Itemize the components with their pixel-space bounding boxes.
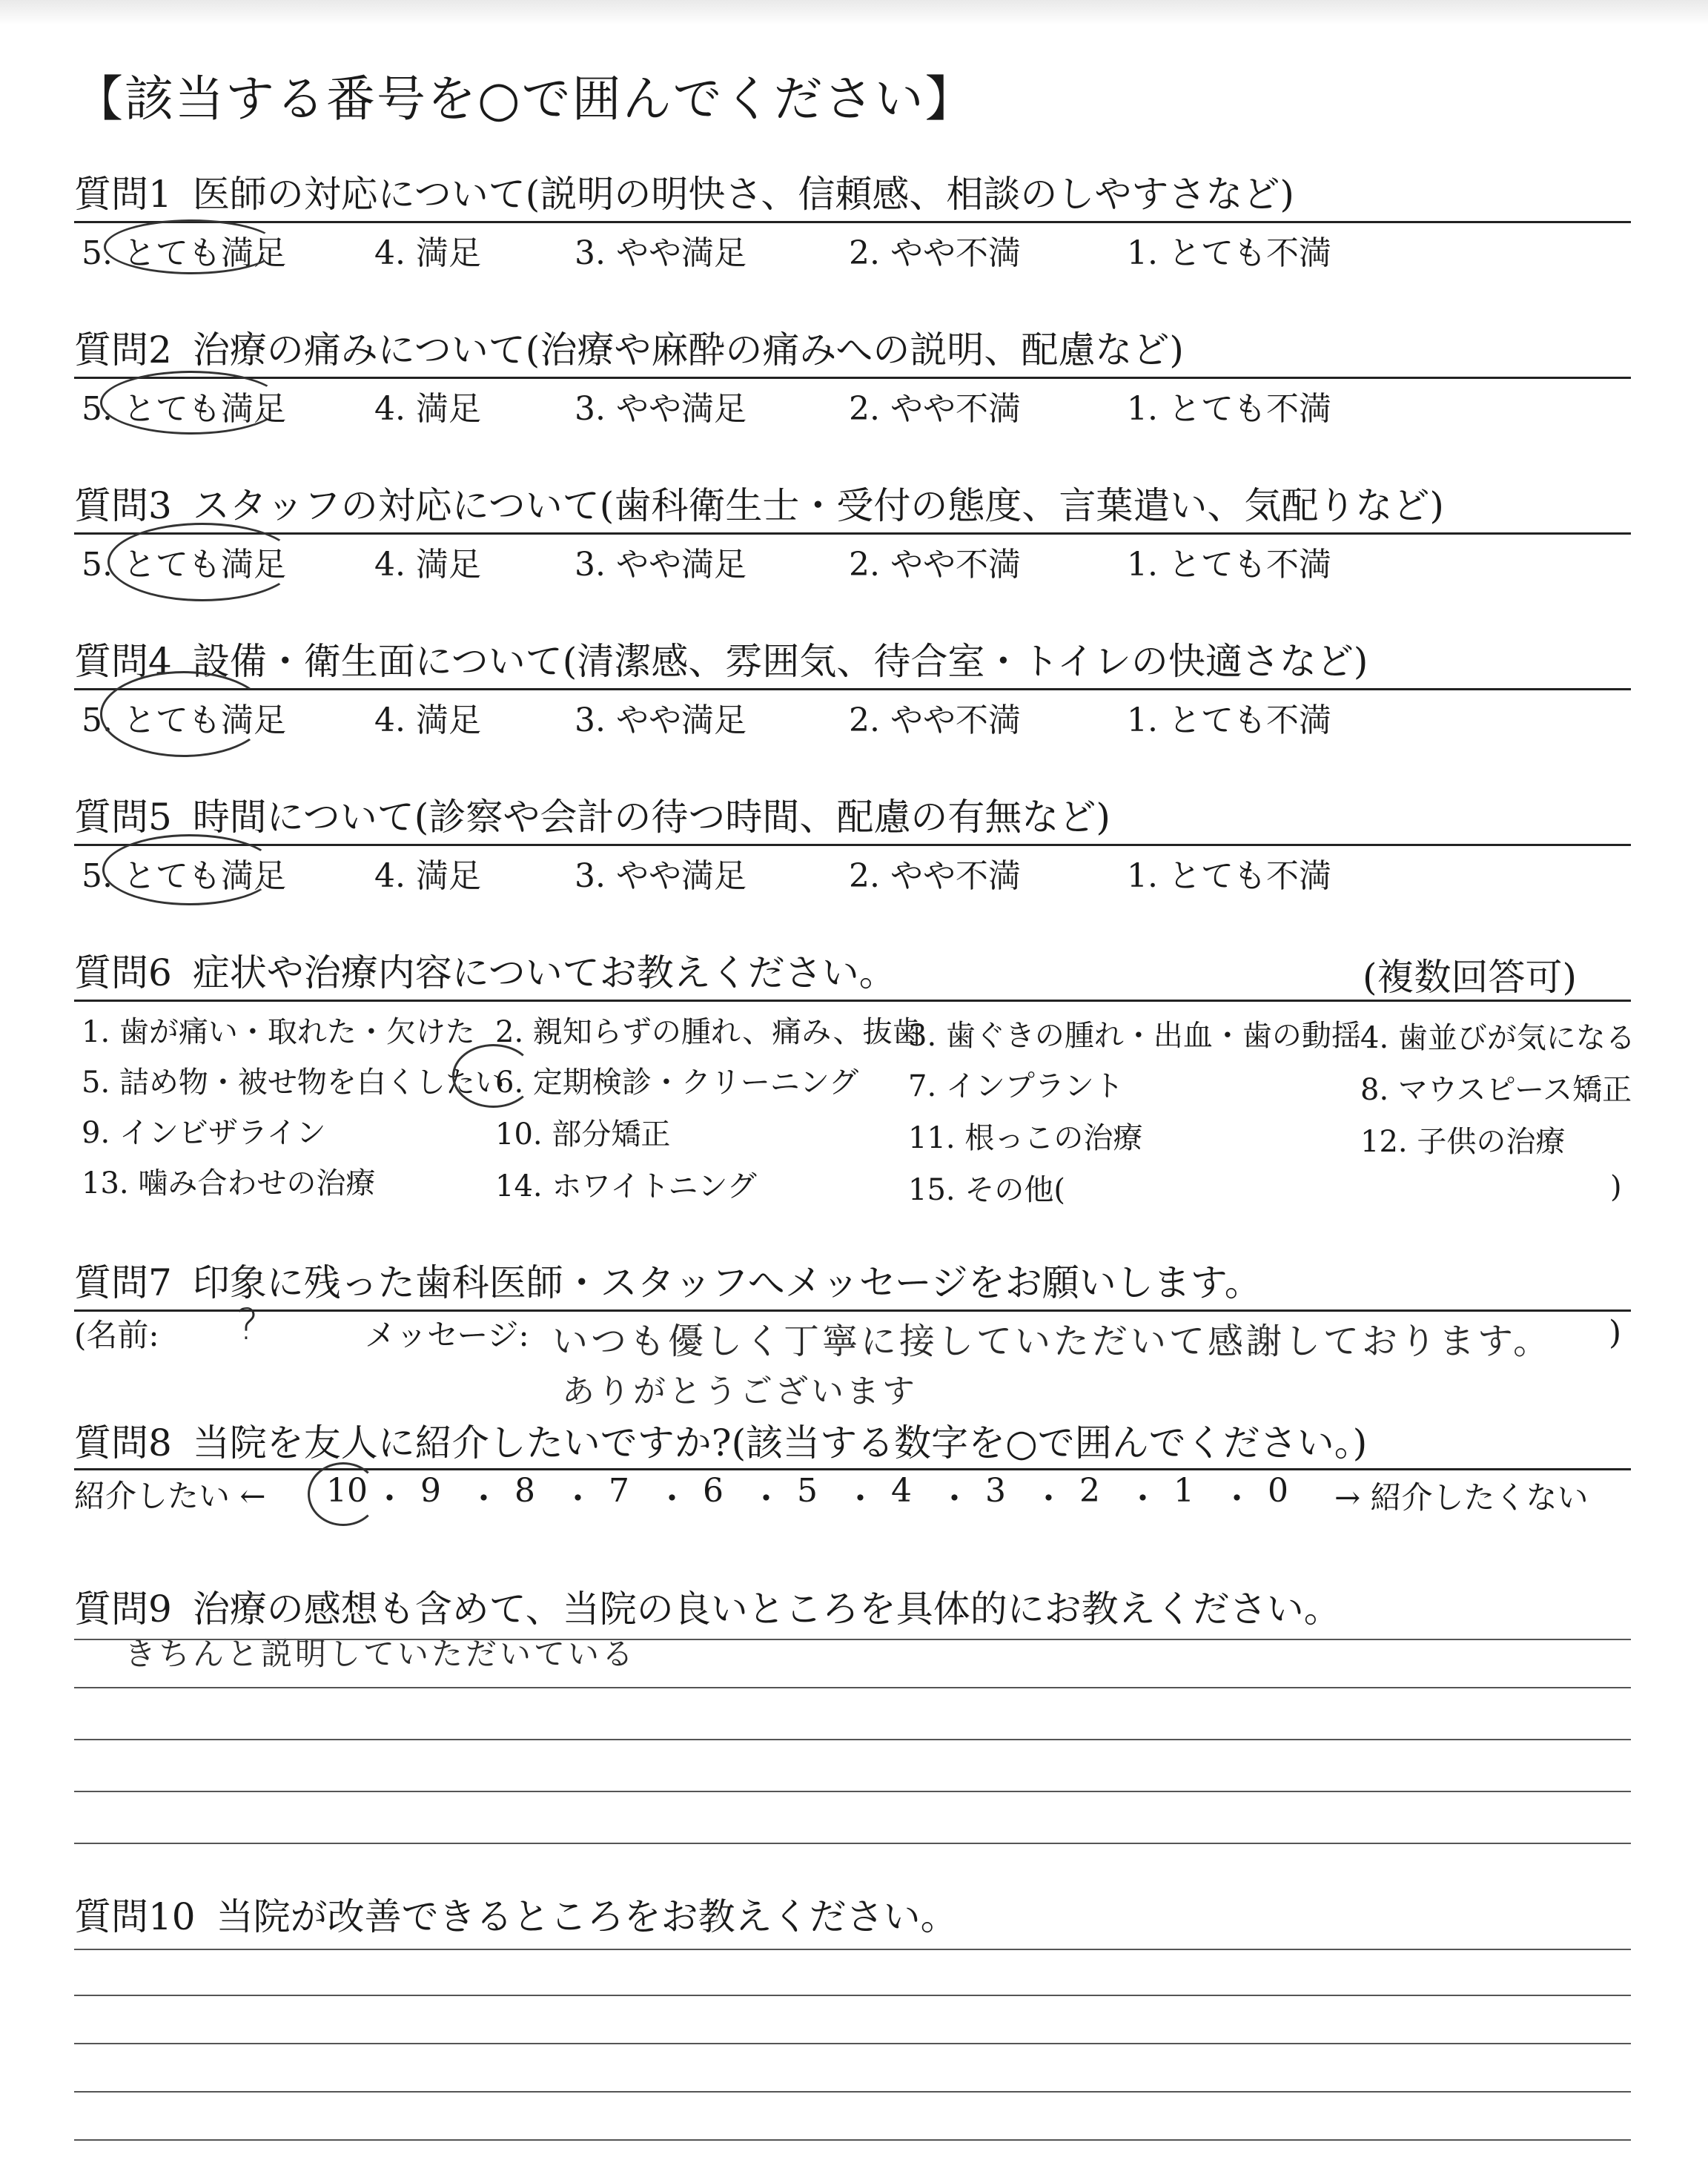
q1-option-5[interactable]: 5. とても満足	[82, 234, 286, 272]
q6-option-8[interactable]: 8. マウスピース矯正	[1360, 1073, 1632, 1107]
q8-scale-value-5[interactable]: 5	[797, 1472, 818, 1510]
q8-scale-value-10[interactable]: 10	[326, 1472, 368, 1510]
q9-line-1	[74, 1639, 1631, 1640]
q8-scale-value-1[interactable]: 1	[1174, 1472, 1194, 1510]
q5-selection-circle	[102, 834, 277, 905]
q6-option-7[interactable]: 7. インプラント	[908, 1069, 1124, 1103]
q6-selection-circle	[452, 1044, 534, 1108]
q8-scale-separator: ・	[749, 1480, 783, 1518]
q8-scale-separator: ・	[1220, 1480, 1254, 1518]
q1-number: 質問1	[74, 173, 172, 216]
q1-text: 医師の対応について(説明の明快さ、信頼感、相談のしやすさなど)	[192, 173, 1294, 216]
q2-text: 治療の痛みについて(治療や麻酔の痛みへの説明、配慮など)	[192, 328, 1184, 371]
q8-scale-value-9[interactable]: 9	[420, 1472, 441, 1510]
q10-line-4	[74, 2091, 1631, 2093]
q6-option-12[interactable]: 12. 子供の治療	[1360, 1125, 1566, 1159]
q8-scale-value-2[interactable]: 2	[1079, 1472, 1100, 1510]
q6-option-13[interactable]: 13. 噛み合わせの治療	[82, 1166, 376, 1200]
q1-option-2[interactable]: 2. やや不満	[849, 234, 1021, 272]
q4-option-3[interactable]: 3. やや満足	[575, 701, 747, 739]
q6-option-6[interactable]: 6. 定期検診・クリーニング	[495, 1066, 859, 1100]
q2-option-4[interactable]: 4. 満足	[374, 390, 481, 428]
q8-scale-separator: ・	[938, 1480, 971, 1518]
q2-option-5[interactable]: 5. とても満足	[82, 390, 286, 428]
q7-message-close: )	[1609, 1314, 1622, 1352]
q9-answer[interactable]: きちんと説明していただいている	[125, 1636, 637, 1672]
q4-selection-circle	[100, 671, 268, 757]
q4-text: 設備・衛生面について(清潔感、雰囲気、待合室・トイレの快適さなど)	[192, 640, 1368, 683]
q7-name-value[interactable]: ?	[236, 1299, 262, 1350]
q8-scale-separator: ・	[844, 1480, 877, 1518]
q6-option-3[interactable]: 3. 歯ぐきの腫れ・出血・歯の動揺	[908, 1019, 1361, 1053]
q3-selection-circle	[107, 523, 297, 601]
q5-option-5[interactable]: 5. とても満足	[82, 857, 286, 895]
q6-rule	[74, 1000, 1631, 1002]
q9-title	[74, 1579, 1341, 1633]
q5-option-3[interactable]: 3. やや満足	[575, 857, 747, 895]
q6-text: 症状や治療内容についてお教えください。	[192, 951, 896, 994]
q9-text: 治療の感想も含めて、当院の良いところを具体的にお教えください。	[192, 1588, 1341, 1631]
q8-text: 当院を友人に紹介したいですか?(該当する数字を○で囲んでください。)	[192, 1421, 1368, 1464]
q8-scale-separator: ・	[1032, 1480, 1065, 1518]
q8-scale-separator: ・	[467, 1480, 500, 1518]
q3-option-2[interactable]: 2. やや不満	[849, 546, 1021, 584]
q4-title	[74, 632, 1368, 685]
q9-number: 質問9	[74, 1588, 172, 1631]
q2-option-1[interactable]: 1. とても不満	[1127, 390, 1331, 428]
q7-message-line-2[interactable]: ありがとうございます	[562, 1373, 918, 1410]
q8-scale-value-4[interactable]: 4	[891, 1472, 912, 1510]
q6-option-15[interactable]: 15. その他(	[908, 1173, 1065, 1207]
q2-title	[74, 320, 1184, 374]
q3-option-3[interactable]: 3. やや満足	[575, 546, 747, 584]
q9-line-2	[74, 1687, 1631, 1688]
q1-title	[74, 165, 1294, 218]
q8-scale-separator: ・	[655, 1480, 689, 1518]
q8-scale-separator: ・	[373, 1480, 406, 1518]
q2-rule	[74, 377, 1631, 379]
q3-rule	[74, 532, 1631, 535]
q6-option-4[interactable]: 4. 歯並びが気になる	[1360, 1021, 1635, 1055]
q6-title	[74, 943, 896, 997]
q6-option-14[interactable]: 14. ホワイトニング	[495, 1169, 757, 1203]
q4-option-4[interactable]: 4. 満足	[374, 701, 481, 739]
q2-option-2[interactable]: 2. やや不満	[849, 390, 1021, 428]
q8-scale-value-0[interactable]: 0	[1268, 1472, 1288, 1510]
q5-title	[74, 787, 1110, 841]
q6-option-2[interactable]: 2. 親知らずの腫れ、痛み、抜歯	[495, 1015, 922, 1049]
q10-text: 当院が改善できるところをお教えください。	[216, 1895, 958, 1938]
q8-title	[74, 1413, 1367, 1467]
q1-option-3[interactable]: 3. やや満足	[575, 234, 747, 272]
q6-option-9[interactable]: 9. インビザライン	[82, 1116, 326, 1150]
q2-number: 質問2	[74, 328, 172, 371]
q10-line-3	[74, 2043, 1631, 2044]
q7-text: 印象に残った歯科医師・スタッフへメッセージをお願いします。	[192, 1261, 1262, 1304]
q8-right-label: → 紹介したくない	[1334, 1479, 1589, 1516]
q8-left-label: 紹介したい ←	[74, 1478, 266, 1514]
q3-text: スタッフの対応について(歯科衛生士・受付の態度、言葉遣い、気配りなど)	[192, 484, 1444, 527]
q8-scale-value-8[interactable]: 8	[514, 1472, 535, 1510]
q8-rule	[74, 1468, 1631, 1470]
q7-message-line-1[interactable]: いつも優しく丁寧に接していただいて感謝しております。	[552, 1321, 1552, 1362]
q3-number: 質問3	[74, 484, 172, 527]
q9-line-3	[74, 1739, 1631, 1740]
q4-option-1[interactable]: 1. とても不満	[1127, 701, 1331, 739]
q6-option-1[interactable]: 1. 歯が痛い・取れた・欠けた	[82, 1015, 475, 1049]
q8-selection-circle	[308, 1462, 379, 1526]
q7-number: 質問7	[74, 1261, 172, 1304]
q3-option-5[interactable]: 5. とても満足	[82, 546, 286, 584]
q5-number: 質問5	[74, 796, 172, 839]
q8-scale-separator: ・	[1126, 1480, 1159, 1518]
q4-number: 質問4	[74, 640, 172, 683]
page-title: 【該当する番号を○で囲んでください】	[74, 70, 976, 128]
q7-rule	[74, 1309, 1631, 1312]
q10-line-5	[74, 2139, 1631, 2141]
q1-rule	[74, 221, 1631, 223]
q6-option-5[interactable]: 5. 詰め物・被せ物を白くしたい	[82, 1066, 505, 1100]
q10-number: 質問10	[74, 1895, 196, 1938]
q4-rule	[74, 688, 1631, 690]
q9-line-4	[74, 1791, 1631, 1792]
q10-title	[74, 1887, 958, 1941]
q8-scale-value-6[interactable]: 6	[703, 1472, 724, 1510]
q5-rule	[74, 844, 1631, 846]
q6-number: 質問6	[74, 951, 172, 994]
q2-selection-circle	[100, 371, 282, 435]
q7-name-label: (名前:	[74, 1317, 159, 1353]
q7-message-label: メッセージ:	[365, 1317, 529, 1353]
q10-line-1	[74, 1949, 1631, 1950]
q1-selection-circle	[104, 219, 279, 274]
q3-option-1[interactable]: 1. とても不満	[1127, 546, 1331, 584]
q3-option-4[interactable]: 4. 満足	[374, 546, 481, 584]
q8-scale-separator: ・	[561, 1480, 595, 1518]
q8-number: 質問8	[74, 1421, 172, 1464]
q8-scale-value-7[interactable]: 7	[609, 1472, 629, 1510]
q6-option-15-close: )	[1610, 1170, 1622, 1204]
q5-option-2[interactable]: 2. やや不満	[849, 857, 1021, 895]
q4-option-2[interactable]: 2. やや不満	[849, 701, 1021, 739]
q10-line-2	[74, 1995, 1631, 1996]
q6-multiple-answers-note: (複数回答可)	[1363, 956, 1578, 999]
q3-title	[74, 476, 1444, 529]
q4-option-5[interactable]: 5. とても満足	[82, 701, 286, 739]
q1-option-4[interactable]: 4. 満足	[374, 234, 481, 272]
q9-line-5	[74, 1843, 1631, 1844]
q6-option-11[interactable]: 11. 根っこの治療	[908, 1121, 1143, 1155]
q1-option-1[interactable]: 1. とても不満	[1127, 234, 1331, 272]
q2-option-3[interactable]: 3. やや満足	[575, 390, 747, 428]
q5-text: 時間について(診察や会計の待つ時間、配慮の有無など)	[192, 796, 1110, 839]
q8-scale-value-3[interactable]: 3	[985, 1472, 1006, 1510]
scan-edge	[0, 0, 1708, 25]
q5-option-1[interactable]: 1. とても不満	[1127, 857, 1331, 895]
q6-option-10[interactable]: 10. 部分矯正	[495, 1117, 671, 1152]
q5-option-4[interactable]: 4. 満足	[374, 857, 481, 895]
